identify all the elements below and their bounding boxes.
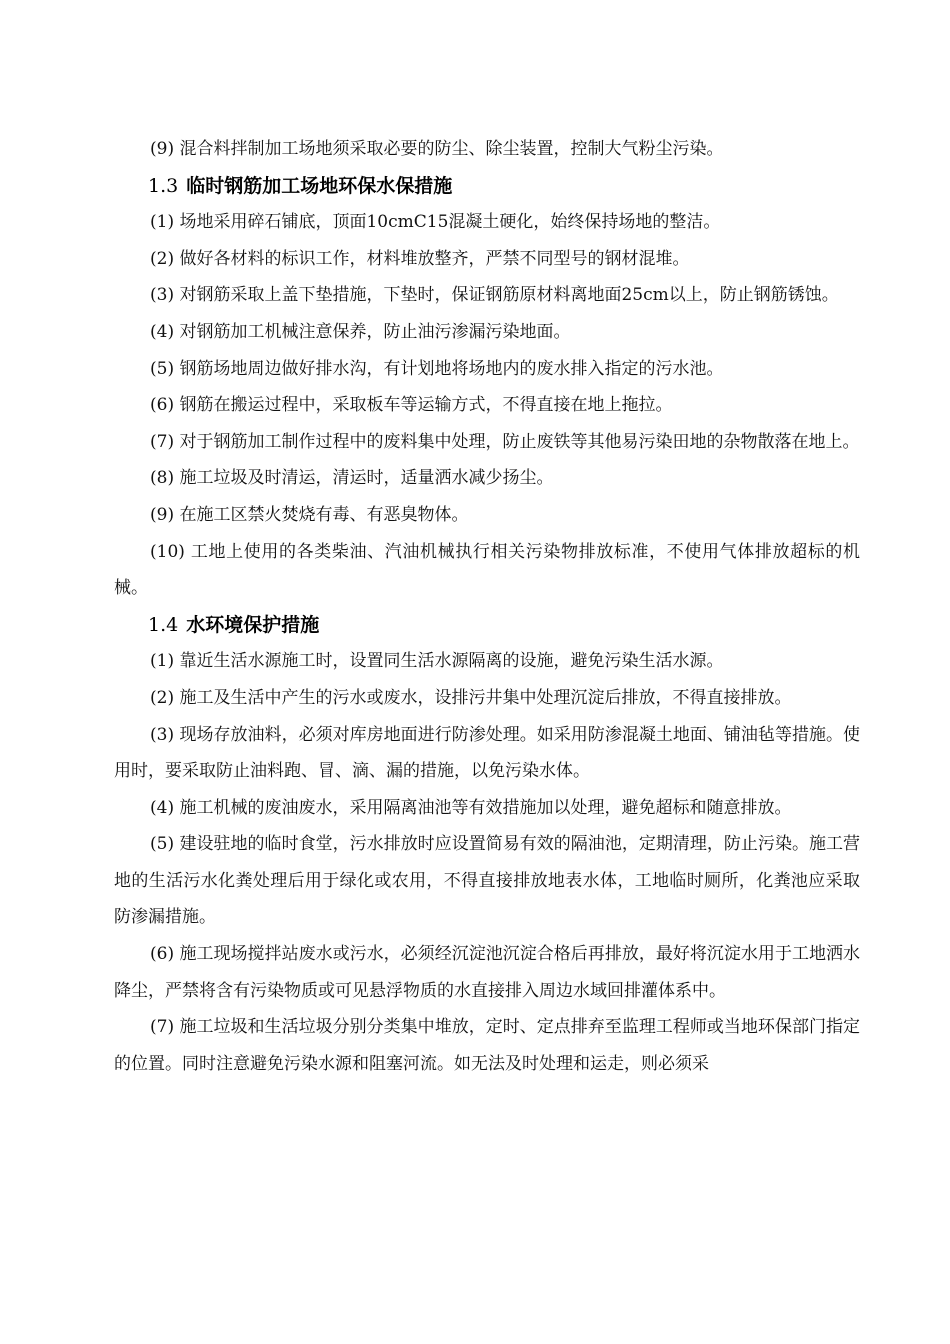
section-title: 水环境保护措施 [186,613,320,636]
document-body [114,131,860,1082]
paragraph: (9) 在施工区禁火焚烧有毒、有恶臭物体。 [150,504,469,525]
paragraph: (5) 钢筋场地周边做好排水沟，有计划地将场地内的废水排入指定的污水池。 [150,358,724,379]
section-heading-1-4 [114,607,860,644]
paragraph: (3) 对钢筋采取上盖下垫措施，下垫时，保证钢筋原材料离地面25cm以上，防止钢筋锈蚀。 [150,285,839,306]
section-number: 1.4 [148,613,179,636]
section-number: 1.3 [148,174,179,197]
paragraph: (2) 施工及生活中产生的污水或废水，设排污井集中处理沉淀后排放，不得直接排放。 [150,687,792,708]
paragraph: (1) 场地采用碎石铺底，顶面10cmC15混凝土硬化，始终保持场地的整洁。 [150,212,721,233]
section-heading-1-3 [114,168,860,205]
section-title: 临时钢筋加工场地环保水保措施 [186,174,453,197]
paragraph: (6) 钢筋在搬运过程中，采取板车等运输方式，不得直接在地上拖拉。 [150,395,673,416]
paragraph: (4) 施工机械的废油废水，采用隔离油池等有效措施加以处理，避免超标和随意排放。 [150,797,792,818]
paragraph: (4) 对钢筋加工机械注意保养，防止油污渗漏污染地面。 [150,321,571,342]
paragraph: (5) 建设驻地的临时食堂，污水排放时应设置简易有效的隔油池，定期清理，防止污染。施工营地的生活污水化粪处理后用于绿化或农用，不得直接排放地表水体，工地临时厕所，化粪池应采取防渗漏措施。 [114,834,860,928]
paragraph: (9) 混合料拌制加工场地须采取必要的防尘、除尘装置，控制大气粉尘污染。 [150,139,724,159]
paragraph: (8) 施工垃圾及时清运，清运时，适量洒水减少扬尘。 [150,468,554,489]
paragraph: (10) 工地上使用的各类柴油、汽油机械执行相关污染物排放标准，不使用气体排放超标的机械。 [114,541,860,599]
paragraph: (3) 现场存放油料，必须对库房地面进行防渗处理。如采用防渗混凝土地面、铺油毡等措施。使用时，要采取防止油料跑、冒、滴、漏的措施，以免污染水体。 [114,724,860,782]
paragraph: (7) 施工垃圾和生活垃圾分别分类集中堆放，定时、定点排弃至监理工程师或当地环保部门指定的位置。同时注意避免污染水源和阻塞河流。如无法及时处理和运走，则必须采 [114,1017,860,1074]
paragraph: (1) 靠近生活水源施工时，设置同生活水源隔离的设施，避免污染生活水源。 [150,651,724,672]
paragraph: (6) 施工现场搅拌站废水或污水，必须经沉淀池沉淀合格后再排放，最好将沉淀水用于工地洒水降尘，严禁将含有污染物质或可见悬浮物质的水直接排入周边水域回排灌体系中。 [114,944,860,1001]
paragraph: (7) 对于钢筋加工制作过程中的废料集中处理，防止废铁等其他易污染田地的杂物散落在地上。 [150,431,860,452]
paragraph: (2) 做好各材料的标识工作，材料堆放整齐，严禁不同型号的钢材混堆。 [150,248,690,269]
